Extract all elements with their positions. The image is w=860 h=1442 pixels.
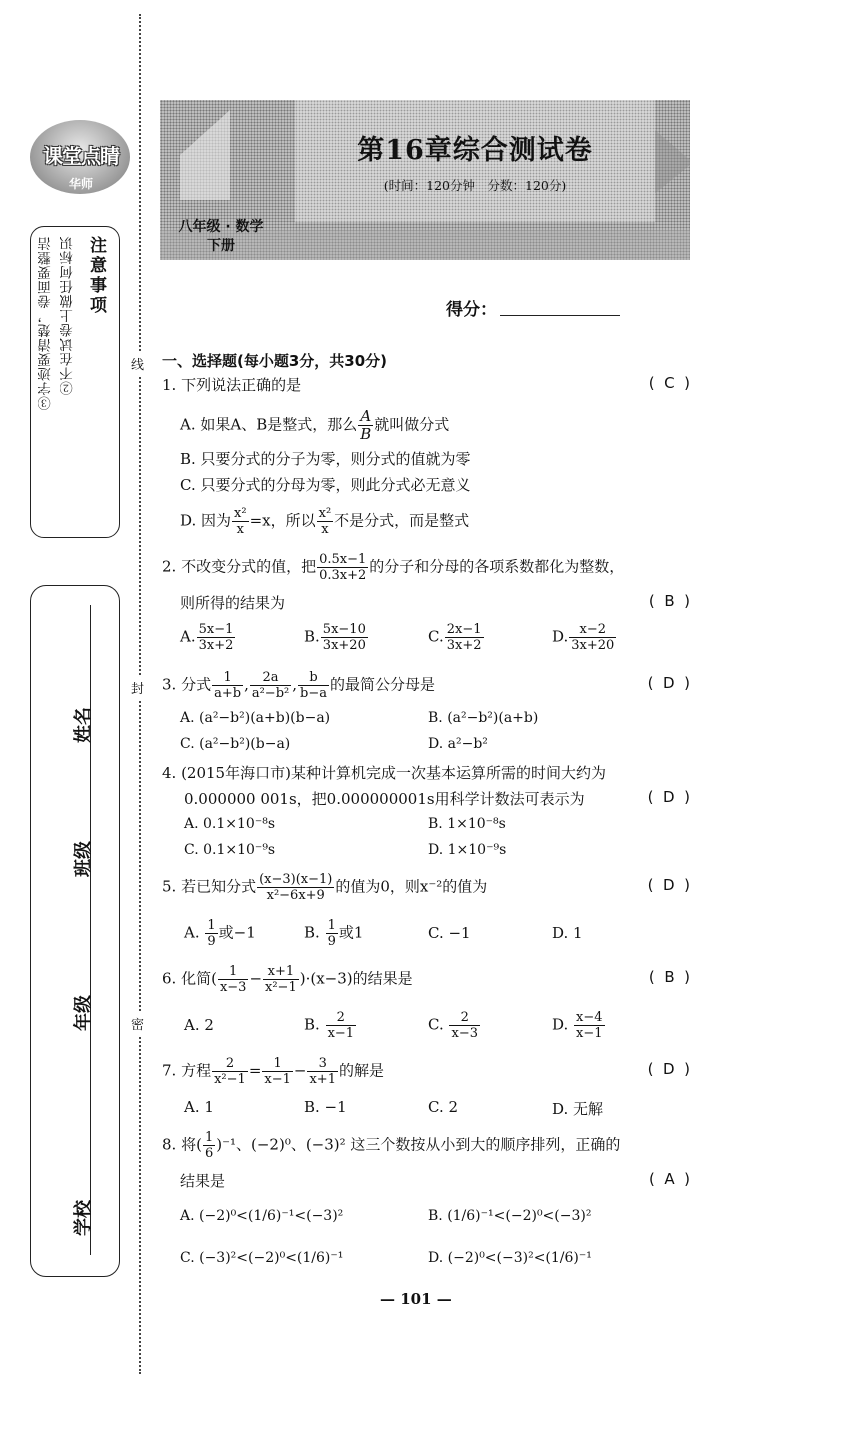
q6-answer: ( B ) <box>648 968 690 986</box>
binding-char-xian: 线 <box>131 352 144 375</box>
notice-item-3: ③字迹要清楚，卷面要整洁 <box>38 236 54 410</box>
logo-title: 课堂点睛 <box>43 144 119 168</box>
q7-stem: 7. 方程 $\frac{2}{\text{x²−1}}$ = $\frac{1}{x-1}$ − $\frac{3}{x+1}$ 的解是 <box>162 1056 384 1087</box>
q4-option-a: A. 0.1×10⁻⁸s <box>184 816 276 832</box>
q2-option-c: C. $\frac{2x-1}{3x+2}$ <box>428 622 482 653</box>
q4-stem: 4. (2015年海口市)某种计算机完成一次基本运算所需的时间大约为 <box>162 764 606 782</box>
q4-option-c: C. 0.1×10⁻⁹s <box>184 842 276 858</box>
grade-label <box>165 218 277 256</box>
student-info-box <box>30 585 120 1277</box>
q1-answer: ( C ) <box>648 374 690 392</box>
q2-answer: ( B ) <box>648 592 690 610</box>
q8-option-c: C. (−3)²<(−2)⁰<(1/6)⁻¹ <box>180 1250 344 1266</box>
q6-option-d: D. $\frac{x-4}{x-1}$ <box>552 1010 603 1041</box>
page-number: — 101 — <box>380 1290 452 1308</box>
q8-stem: 8. 将( $\frac{1}{6}$ )⁻¹、(−2)⁰、(−3)² 这三个数按从小到大的顺序排列，正确的 <box>162 1130 621 1161</box>
q7-option-b: B. −1 <box>304 1098 347 1116</box>
q1-stem: 1. 下列说法正确的是 <box>162 376 302 394</box>
q5-option-a: A. $\frac{1}{9}$ 或−1 <box>184 918 256 949</box>
binding-char-mi: 密 <box>131 1012 144 1035</box>
q4-answer: ( D ) <box>647 788 690 806</box>
q3-option-c: C. (a²−b²)(b−a) <box>180 736 291 752</box>
q8-option-d: D. (−2)⁰<(−3)²<(1/6)⁻¹ <box>428 1250 592 1266</box>
q2-stem: 2. 不改变分式的值，把 $\frac{0.5x-1}{0.3x+2}$ 的分子和分母的各项系数都化为整数， <box>162 552 625 583</box>
q5-answer: ( D ) <box>647 876 690 894</box>
field-name: 姓名 <box>73 707 94 743</box>
q5-option-b: B. $\frac{1}{9}$ 或1 <box>304 918 364 949</box>
q8-option-a: A. (−2)⁰<(1/6)⁻¹<(−3)² <box>180 1208 344 1224</box>
q1-option-c: C. 只要分式的分母为零，则此分式必无意义 <box>180 476 471 494</box>
logo-subtitle: 华师 <box>68 177 93 191</box>
q5-option-c: C. −1 <box>428 924 471 942</box>
q5-option-d: D. 1 <box>552 924 583 942</box>
q6-option-a: A. 2 <box>184 1016 214 1034</box>
score-blank[interactable] <box>500 315 620 316</box>
q2-option-d: D. $\frac{x-2}{3x+20}$ <box>552 622 615 653</box>
q7-option-d: D. 无解 <box>552 1100 604 1118</box>
q8-answer: ( A ) <box>648 1170 690 1188</box>
q2-option-b: B. $\frac{5x-10}{3x+20}$ <box>304 622 366 653</box>
q6-stem: 6. 化简( $\frac{1}{x-3}$ − $\frac{x+1}{\text{x²−1}}$ )·(x−3)的结果是 <box>162 964 413 995</box>
q3-stem: 3. 分式 $\frac{1}{a+b}$ , $\frac{2a}{\text{a²−b²}}$ , $\frac{b}{b-a}$ 的最简公分母是 <box>162 670 435 701</box>
field-grade: 年级 <box>73 995 94 1031</box>
q3-option-b: B. (a²−b²)(a+b) <box>428 710 539 726</box>
page-title: 第16章综合测试卷 <box>357 135 593 166</box>
q3-option-a: A. (a²−b²)(a+b)(b−a) <box>180 710 331 726</box>
section-title: 一、选择题(每小题3分，共30分) <box>162 352 388 370</box>
q4-option-d: D. 1×10⁻⁹s <box>428 842 507 858</box>
q6-option-b: B. $\frac{2}{x-1}$ <box>304 1010 355 1041</box>
q8-option-b: B. (1/6)⁻¹<(−2)⁰<(−3)² <box>428 1208 592 1224</box>
q2-stem-cont: 则所得的结果为 <box>180 594 286 612</box>
score-label: 得分： <box>446 300 497 320</box>
q8-stem-cont: 结果是 <box>180 1172 226 1190</box>
q1-option-d: D. 因为 $\frac{\text{x²}}{x}$ =x，所以 $\frac{\text{x²}}{x}$ 不是分式，而是整式 <box>180 506 470 537</box>
grade-text: 八年级 · 数学 <box>178 219 264 235</box>
q7-option-c: C. 2 <box>428 1098 459 1116</box>
q7-answer: ( D ) <box>647 1060 690 1078</box>
q5-stem: 5. 若已知分式 $\frac{(x-3)(x-1)}{\text{x²−6x+9}}$ 的值为0，则x⁻²的值为 <box>162 872 488 903</box>
q1-option-a: A. 如果A、B是整式，那么 $\frac{A}{B}$ 就叫做分式 <box>180 407 450 443</box>
q2-option-a: A. $\frac{5x-1}{3x+2}$ <box>180 622 234 653</box>
notice-item-2: ②不在试卷上做任何标识 <box>60 236 76 396</box>
notice-heading: 注意事项 <box>86 236 106 316</box>
page-subtitle: (时间：120分钟 分数：120分) <box>383 178 567 193</box>
q4-stem-cont: 0.000000 001s，把0.000000001s用科学计数法可表示为 <box>184 790 585 808</box>
q3-answer: ( D ) <box>647 674 690 692</box>
q1-option-b: B. 只要分式的分子为零，则分式的值就为零 <box>180 450 471 468</box>
q4-option-b: B. 1×10⁻⁸s <box>428 816 506 832</box>
binding-char-feng: 封 <box>131 676 144 699</box>
q7-option-a: A. 1 <box>184 1098 214 1116</box>
q3-option-d: D. a²−b² <box>428 736 488 752</box>
field-class: 班级 <box>73 841 94 877</box>
field-school: 学校 <box>73 1200 94 1236</box>
volume-text: 下册 <box>207 238 235 254</box>
q6-option-c: C. $\frac{2}{x-3}$ <box>428 1010 478 1041</box>
student-info-line <box>90 605 91 1255</box>
